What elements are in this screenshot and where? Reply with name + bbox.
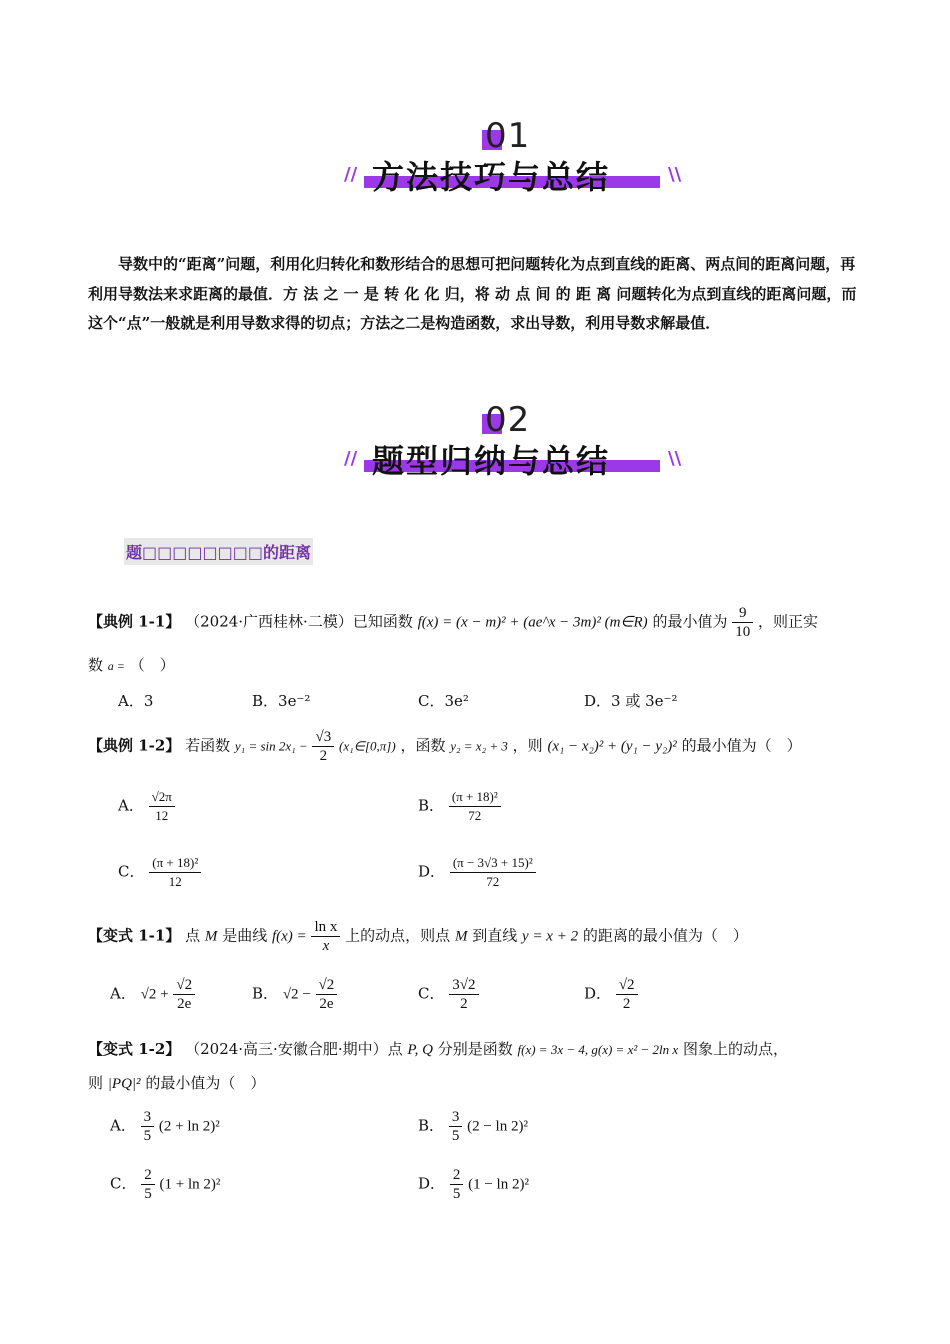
fraction: $\frac{9}{10}$: [732, 604, 753, 641]
option-c[interactable]: C．3e²: [418, 692, 469, 710]
question-text: 点: [185, 926, 201, 945]
question-text: 上的动点，则点: [345, 926, 451, 945]
formula: (x₁ − x₂)² + (y₁ − y₂)²: [547, 738, 677, 755]
question-1-line-1: [88, 604, 818, 641]
fraction: $\frac{3}{5}$: [449, 1108, 463, 1145]
question-text: 的最小值为（ ）: [145, 1074, 266, 1092]
option-d[interactable]: D．3 或 3e⁻²: [584, 692, 678, 710]
right-slash-decoration: \\: [668, 164, 682, 185]
formula: y₁ = sin 2x₁ −: [234, 738, 308, 754]
question-text: ，则: [512, 736, 543, 755]
question-source: （2024·广西桂林·二模）已知函数: [185, 612, 413, 631]
question-text: 数: [88, 656, 104, 674]
section-header-2: [340, 400, 680, 480]
left-slash-decoration: //: [344, 164, 358, 185]
fraction: $\frac{\text{(π + 18)²}}{72}$: [449, 788, 501, 825]
question-2-line-1: [88, 728, 802, 765]
question-tag: 【典例 1-2】: [88, 736, 181, 755]
question-tag: 【变式 1-2】: [88, 1040, 181, 1058]
topic-heading: 题□□□□□□□□的距离: [124, 538, 313, 565]
question-tag: 【变式 1-1】: [88, 926, 181, 945]
section-number: 01: [485, 116, 531, 156]
option-c[interactable]: C． $\frac{\text{(π + 18)²}}{12}$: [118, 854, 201, 891]
fraction: $\frac{3}{5}$: [141, 1108, 155, 1145]
option-b[interactable]: B． $\frac{\text{(π + 18)²}}{72}$: [418, 788, 501, 825]
option-d[interactable]: D． $\frac{2}{5}$ (1 − ln 2)²: [418, 1167, 529, 1202]
question-text: 到直线: [472, 926, 518, 945]
option-b[interactable]: B． √2 − $\frac{√2}{2e}$: [252, 976, 337, 1013]
question-tag: 【典例 1-1】: [88, 612, 181, 631]
option-c[interactable]: C． $\frac{3√2}{2}$: [418, 976, 479, 1013]
question-text: ，函数: [400, 736, 446, 755]
option-d[interactable]: D． $\frac{\text{(π − 3√3 + 15)²}}{72}$: [418, 854, 536, 891]
formula: f(x) = 3x − 4, g(x) = x² − 2ln x: [517, 1042, 679, 1057]
question-text: 的最小值为（ ）: [681, 736, 802, 755]
fraction: $\frac{2}{5}$: [450, 1166, 464, 1203]
question-text: 图象上的动点，: [682, 1040, 788, 1058]
fraction: $\frac{√2}{2e}$: [316, 976, 338, 1013]
fraction: $\frac{\text{(π + 18)²}}{12}$: [149, 854, 201, 891]
option-a[interactable]: A． $\frac{3}{5}$ (2 + ln 2)²: [110, 1109, 220, 1144]
left-slash-decoration: //: [344, 448, 358, 469]
section-title: 题型归纳与总结: [372, 442, 611, 480]
fraction: $\frac{\text{(π − 3√3 + 15)²}}{72}$: [450, 854, 536, 891]
question-3-line-1: [88, 918, 748, 955]
formula: f(x) = (x − m)² + (ae^x − 3m)² (m∈R): [417, 614, 648, 631]
question-4-line-1: [88, 1038, 788, 1059]
question-text: 若函数: [185, 736, 231, 755]
section-number: 02: [485, 400, 531, 440]
question-text: ，则正实: [758, 612, 819, 631]
intro-paragraph: 导数中的“距离”问题，利用化归转化和数形结合的思想可把问题转化为点到直线的距离、两点间的距离问题，再利用导数法来求距离的最值．方 法 之 一 是 转 化 化 归，将 动 点 间 的 距 离 问题转化为点到直线的距离问题，而这个“点”一般就是利用导数求得的切点；方法之二是构造函数，求出导数，利用导数求解最值．: [88, 255, 857, 332]
section-title: 方法技巧与总结: [372, 158, 611, 196]
option-b[interactable]: B．3e⁻²: [252, 692, 311, 710]
option-a[interactable]: A． √2 + $\frac{√2}{2e}$: [110, 976, 195, 1013]
variable: P, Q: [407, 1042, 433, 1058]
section-header-1: [340, 116, 680, 196]
question-1-line-2: [88, 654, 175, 675]
formula: (x₁∈[0,π]): [339, 738, 396, 754]
question-text: （2024·高三·安徽合肥·期中）点: [185, 1040, 403, 1058]
option-c[interactable]: C． $\frac{2}{5}$ (1 + ln 2)²: [110, 1167, 221, 1202]
formula: y₂ = x₂ + 3: [450, 738, 508, 754]
variable: M: [454, 928, 468, 945]
option-a[interactable]: A．3: [118, 692, 154, 710]
question-text: 则: [88, 1074, 104, 1092]
fraction: $\frac{2}{5}$: [141, 1166, 155, 1203]
question-text: （ ）: [129, 656, 175, 674]
fraction: $\frac{√2\pi}{12}$: [149, 788, 175, 825]
fraction: $\frac{\text{ln x}}{x}$: [311, 918, 340, 955]
formula: |PQ|²: [107, 1076, 141, 1092]
question-text: 的距离的最小值为（ ）: [582, 926, 748, 945]
question-text: 是曲线: [222, 926, 268, 945]
variable: M: [204, 928, 218, 945]
fraction: $\frac{√2}{2}$: [616, 976, 638, 1013]
question-text: 分别是函数: [437, 1040, 513, 1058]
formula: f(x) =: [271, 928, 307, 945]
right-slash-decoration: \\: [668, 448, 682, 469]
variable: a =: [107, 659, 125, 673]
fraction: $\frac{√3}{2}$: [312, 728, 334, 765]
fraction: $\frac{√2}{2e}$: [173, 976, 195, 1013]
option-a[interactable]: A． $\frac{√2\pi}{12}$: [118, 788, 175, 825]
question-4-line-2: [88, 1072, 265, 1093]
option-d[interactable]: D． $\frac{√2}{2}$: [584, 976, 638, 1013]
question-text: 的最小值为: [652, 612, 728, 631]
formula: y = x + 2: [522, 928, 579, 945]
option-b[interactable]: B． $\frac{3}{5}$ (2 − ln 2)²: [418, 1109, 528, 1144]
fraction: $\frac{3√2}{2}$: [449, 976, 478, 1013]
